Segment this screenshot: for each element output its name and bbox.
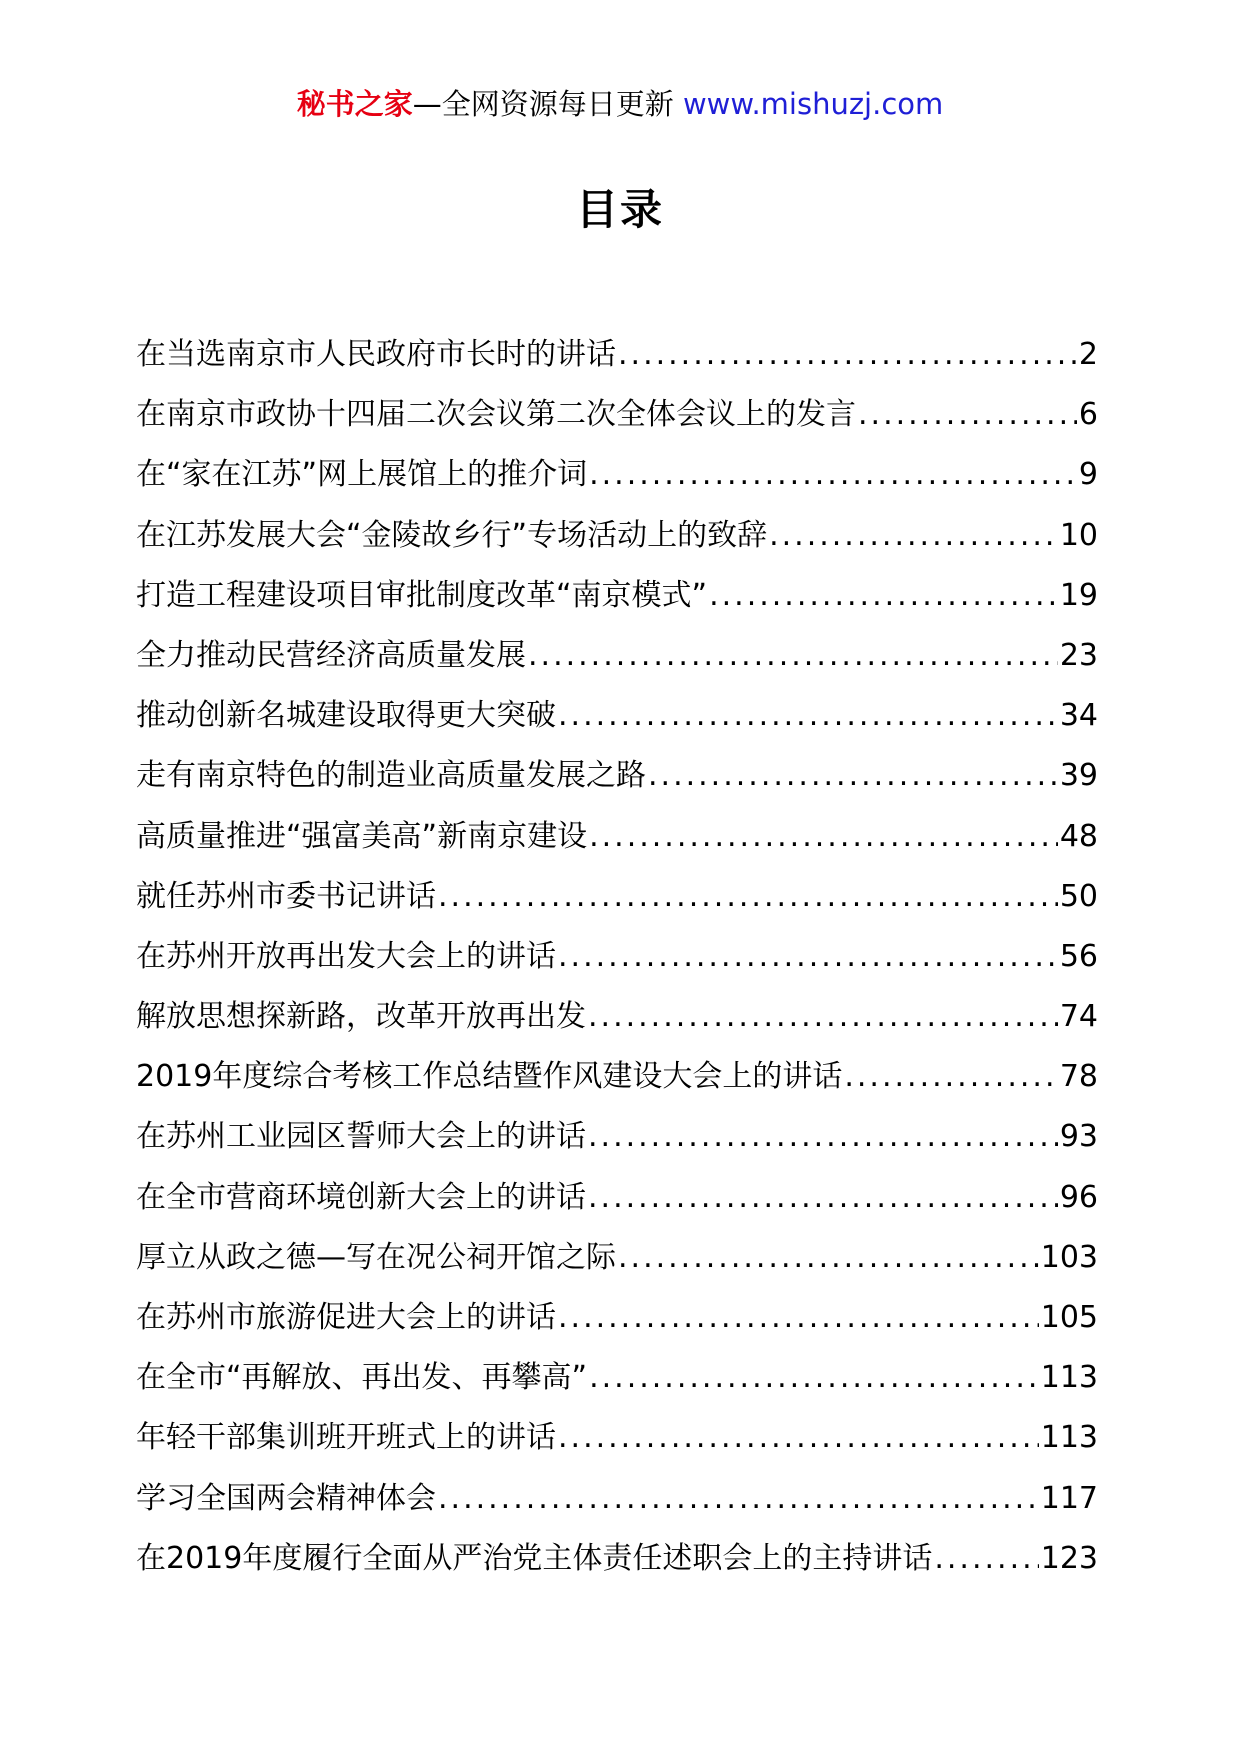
toc-entry[interactable] [136,1057,1098,1117]
toc-entry[interactable] [136,817,1098,877]
toc-page-number: 19 [1059,577,1098,613]
toc-page-number: 9 [1078,457,1098,493]
toc-page-number: 103 [1040,1239,1098,1275]
toc-entry[interactable] [136,1178,1098,1238]
toc-entry-title: 在2019年度履行全面从严治党主体责任述职会上的主持讲话 [136,1540,933,1576]
toc-dot-leader [587,1358,1039,1398]
toc-dot-leader [616,1238,1039,1278]
toc-dot-leader [616,335,1077,375]
toc-entry[interactable] [136,1418,1098,1478]
toc-dot-leader [436,877,1058,917]
toc-entry-title: 在苏州工业园区誓师大会上的讲话 [136,1119,586,1155]
toc-entry[interactable] [136,576,1098,636]
toc-entry[interactable] [136,1298,1098,1358]
toc-entry-title: 在苏州开放再出发大会上的讲话 [136,938,556,974]
toc-dot-leader [586,1117,1058,1157]
toc-entry-title: 2019年度综合考核工作总结暨作风建设大会上的讲话 [136,1059,843,1095]
toc-dot-leader [856,395,1077,435]
toc-page-number: 78 [1059,1059,1098,1095]
toc-dot-leader [707,576,1058,616]
toc-entry-title: 打造工程建设项目审批制度改革“南京模式” [136,577,708,613]
toc-page-number: 113 [1040,1360,1098,1396]
toc-entry[interactable] [136,395,1098,455]
toc-page-number: 93 [1059,1119,1098,1155]
toc-page-number: 117 [1040,1480,1098,1516]
toc-dot-leader [842,1057,1057,1097]
toc-entry-title: 年轻干部集训班开班式上的讲话 [136,1420,556,1456]
toc-page-number: 74 [1059,999,1098,1035]
toc-dot-leader [436,1479,1039,1519]
site-header [0,84,1240,124]
toc-dot-leader [646,756,1058,796]
toc-page-number: 48 [1059,818,1098,854]
toc-page-number: 10 [1059,517,1098,553]
toc-dot-leader [586,1178,1058,1218]
toc-entry-title: 在苏州市旅游促进大会上的讲话 [136,1300,556,1335]
toc-entry[interactable] [136,455,1098,515]
toc-dot-leader [767,516,1058,556]
toc-entry[interactable] [136,997,1098,1057]
header-tagline: —全网资源每日更新 [412,87,683,121]
toc-entry[interactable] [136,1358,1098,1418]
toc-dot-leader [932,1539,1038,1579]
toc-dot-leader [526,636,1058,676]
toc-entry-title: 在全市营商环境创新大会上的讲话 [136,1179,586,1215]
toc-page-number: 96 [1059,1179,1098,1215]
toc-dot-leader [556,696,1058,736]
toc-entry[interactable] [136,1539,1098,1599]
toc-entry[interactable] [136,1117,1098,1177]
toc-dot-leader [587,817,1058,857]
toc-entry-title: 在南京市政协十四届二次会议第二次全体会议上的发言 [136,397,856,433]
toc-page-number: 123 [1040,1540,1098,1576]
toc-page-number: 50 [1059,878,1098,914]
toc-entry[interactable] [136,636,1098,696]
toc-page-number: 39 [1059,758,1098,794]
toc-entry-title: 高质量推进“强富美高”新南京建设 [136,818,588,854]
toc-entry[interactable] [136,335,1098,395]
toc-dot-leader [556,1418,1039,1458]
toc-page-number: 105 [1040,1300,1098,1335]
site-url-link[interactable]: www.mishuzj.com [682,87,944,121]
toc-entry-title: 在当选南京市人民政府市长时的讲话 [136,337,616,372]
toc-page-number: 6 [1078,397,1098,433]
toc-dot-leader [586,997,1058,1037]
toc-entry[interactable] [136,1479,1098,1539]
toc-page-number: 34 [1059,698,1098,734]
toc-dot-leader [556,1298,1039,1338]
toc-entry-title: 在江苏发展大会“金陵故乡行”专场活动上的致辞 [136,517,768,553]
toc-entry[interactable] [136,696,1098,756]
toc-entry-title: 推动创新名城建设取得更大突破 [136,698,556,734]
table-of-contents [136,335,1098,1599]
document-title: 目录 [575,185,664,234]
toc-page-number: 23 [1059,637,1098,673]
toc-entry[interactable] [136,937,1098,997]
toc-dot-leader [587,455,1077,495]
toc-page-number: 56 [1059,938,1098,974]
toc-entry[interactable] [136,516,1098,576]
toc-entry-title: 走有南京特色的制造业高质量发展之路 [136,758,646,794]
toc-entry[interactable] [136,1238,1098,1298]
toc-entry-title: 学习全国两会精神体会 [136,1480,436,1516]
toc-entry[interactable] [136,877,1098,937]
toc-entry-title: 在“家在江苏”网上展馆上的推介词 [136,457,588,493]
toc-page-number: 113 [1040,1420,1098,1456]
toc-page-number: 2 [1078,337,1098,372]
toc-dot-leader [556,937,1058,977]
toc-entry-title: 厚立从政之德—写在况公祠开馆之际 [136,1239,616,1275]
toc-entry[interactable] [136,756,1098,816]
toc-entry-title: 全力推动民营经济高质量发展 [136,637,526,673]
toc-entry-title: 在全市“再解放、再出发、再攀高” [136,1360,588,1396]
toc-entry-title: 就任苏州市委书记讲话 [136,878,436,914]
brand-name: 秘书之家 [296,87,413,121]
toc-entry-title: 解放思想探新路，改革开放再出发 [136,999,586,1035]
